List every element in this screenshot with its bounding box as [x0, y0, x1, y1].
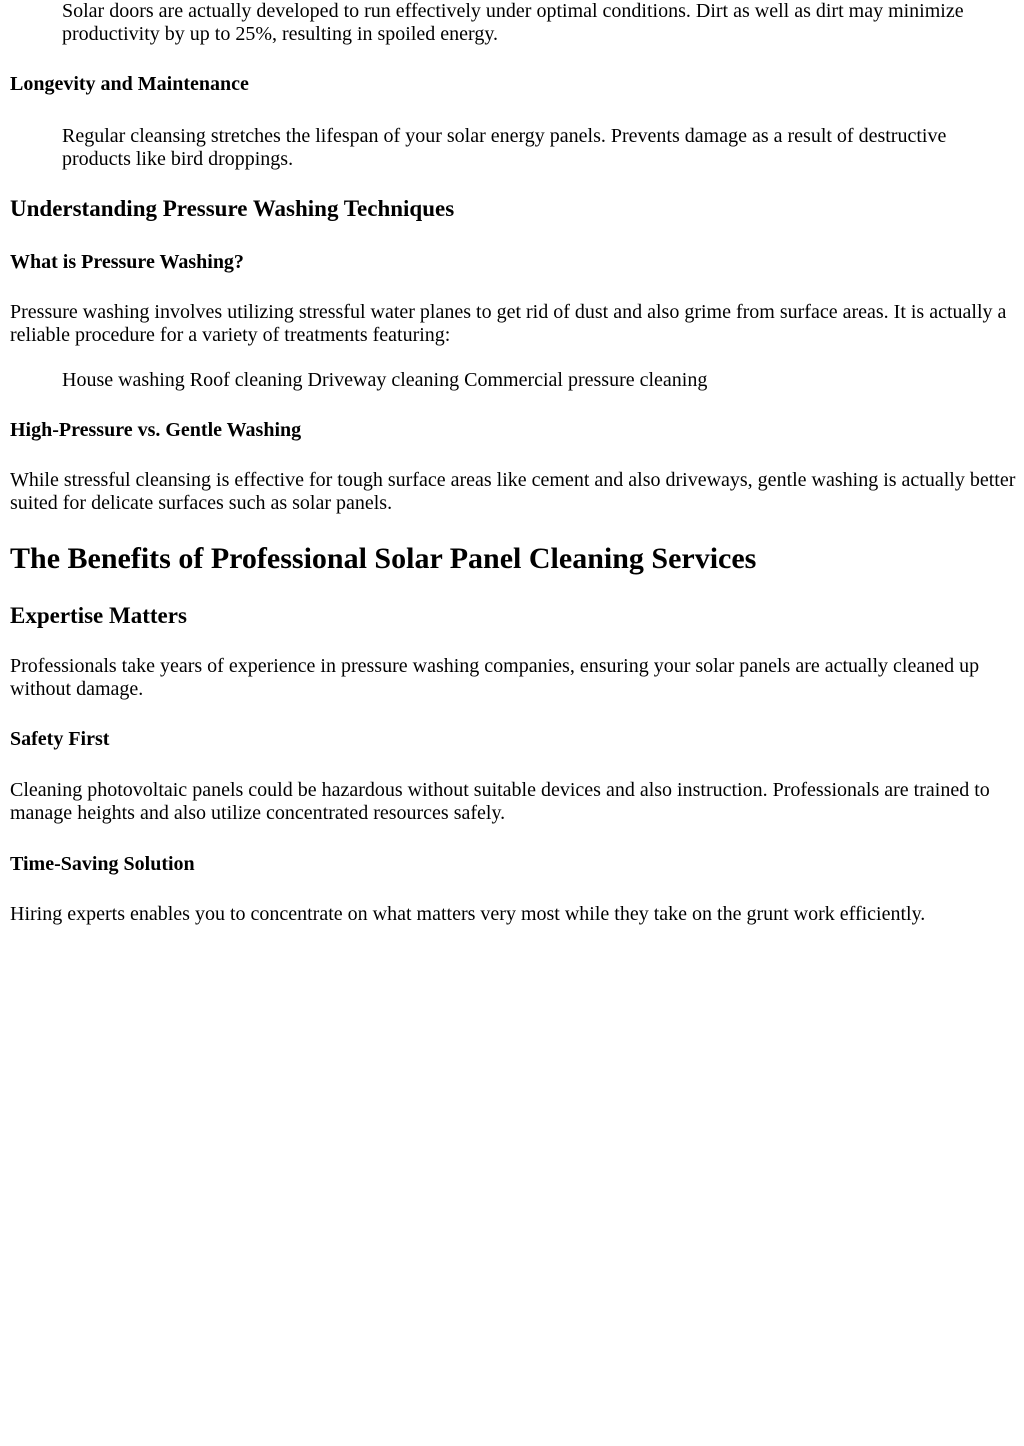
treatments-list: House washing Roof cleaning Driveway cleaning Commercial pressure cleaning: [62, 369, 708, 391]
safety-heading: Safety First: [10, 728, 110, 750]
benefits-heading: The Benefits of Professional Solar Panel Cleaning Services: [10, 542, 757, 575]
intro-quote: Solar doors are actually developed to run effectively under optimal conditions. Dirt as well as dirt may minimize productivity by up to 25%, resulting in spoiled energy.: [62, 0, 964, 45]
what-is-text: Pressure washing involves utilizing stressful water planes to get rid of dust and also grime from surface areas. It is actually a reliable procedure for a variety of treatments featuring:: [10, 301, 1007, 346]
what-is-heading: What is Pressure Washing?: [10, 251, 244, 273]
high-pressure-text: While stressful cleansing is effective for tough surface areas like cement and also driveways, gentle washing is actually better suited for delicate surfaces such as solar panels.: [10, 469, 1016, 514]
time-text: Hiring experts enables you to concentrate on what matters very most while they take on the grunt work efficiently.: [10, 903, 926, 925]
safety-text: Cleaning photovoltaic panels could be hazardous without suitable devices and also instruction. Professionals are trained to manage heights and also utilize concentrated resources safely.: [10, 779, 990, 824]
longevity-quote: Regular cleansing stretches the lifespan of your solar energy panels. Prevents damage as a result of destructive products like bird droppings.: [62, 125, 947, 170]
longevity-heading: Longevity and Maintenance: [10, 73, 249, 95]
understanding-heading: Understanding Pressure Washing Techniques: [10, 196, 455, 221]
expertise-heading: Expertise Matters: [10, 603, 187, 628]
high-pressure-heading: High-Pressure vs. Gentle Washing: [10, 419, 302, 441]
time-heading: Time-Saving Solution: [10, 853, 195, 875]
expertise-text: Professionals take years of experience in pressure washing companies, ensuring your solar panels are actually cleaned up without damage.: [10, 655, 980, 700]
